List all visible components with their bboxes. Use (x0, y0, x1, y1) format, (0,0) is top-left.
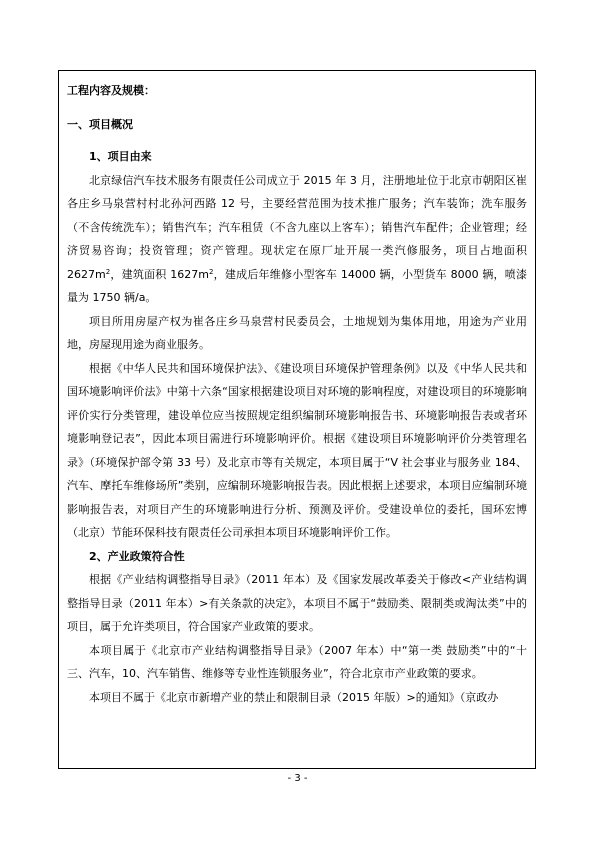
paragraph-text: 北京绿信汽车技术服务有限责任公司成立于 2015 年 3 月，注册地址位于北京市朝阳区崔各庄乡马泉营村村北孙河西路 12 号，主要经营范围为技术推广服务；汽车装饰；洗车服务（不含传统洗车）；销售汽车；汽车租赁（不含九座以上客车）；销售汽车配件；企业管理；经济贸易咨询；投资管理；资产管理。现状定在原厂址开展一类汽修服务，项目占地面积 2627m (67, 173, 527, 281)
subsection-title-origin: 1、项目由来 (89, 150, 152, 163)
paragraph-national-policy: 根据《产业结构调整指导目录》（2011 年本）及《国家发展改革委关于修改<产业结构调整指导目录（2011 年本）>有关条款的决定》，本项目不属于“鼓励类、限制类或淘汰类”中的项目，属于允许类项目，符合国家产业政策的要求。 (67, 573, 527, 633)
subsection-title-policy: 2、产业政策符合性 (89, 549, 185, 563)
page-number: - 3 - (287, 773, 308, 784)
heading: 工程内容及规模： (67, 84, 155, 97)
superscript: 2 (105, 267, 111, 276)
paragraph-restriction-list: 本项目不属于《北京市新增产业的禁止和限制目录（2015 年版）>的通知》（京政办 (89, 690, 499, 704)
paragraph-text: ，建成后年维修小型客车 14000 辆，小型货车 8000 辆，喷漆量为 1750 辆/a。 (67, 267, 527, 304)
paragraph-text: ，建筑面积 1627m (110, 267, 209, 281)
content-frame (58, 70, 536, 769)
paragraph-company (67, 169, 527, 310)
document-body (67, 79, 527, 768)
paragraph-property: 项目所用房屋产权为崔各庄乡马泉营村民委员会，土地规划为集体用地，用途为产业用地，房屋现用途为商业服务。 (67, 314, 527, 351)
superscript: 2 (208, 267, 214, 276)
paragraph-beijing-policy: 本项目属于《北京市产业结构调整指导目录》（2007 年本）中“第一类 鼓励类”中的“十三、汽车，10、汽车销售、维修等专业性连锁服务业”，符合北京市产业政策的要求。 (67, 643, 527, 680)
section-title: 一、项目概况 (67, 117, 133, 131)
paragraph-legal-basis: 根据《中华人民共和国环境保护法》、《建设项目环境保护管理条例》以及《中华人民共和国环境影响评价法》中第十六条“国家根据建设项目对环境的影响程度，对建设项目的环境影响评价实行分类管理，建设单位应当按照规定组织编制环境影响报告书、环境影响报告表或者环境影响登记表”，因此本项目需进行环境影响评价。根据《建设项目环境影响评价分类管理名录》（环境保护部令第 33 号）及北京市等有关规定，本项目属于“V 社会事业与服务业 184、汽车、摩托车维修场所”类别，应编制环境影响报告表。因此根据上述要求，本项目应编制环境影响报告表，对项目产生的环境影响进行分析、预测及评价。受建设单位的委托，国环宏博（北京）节能环保科技有限责任公司承担本项目环境影响评价工作。 (67, 361, 527, 539)
